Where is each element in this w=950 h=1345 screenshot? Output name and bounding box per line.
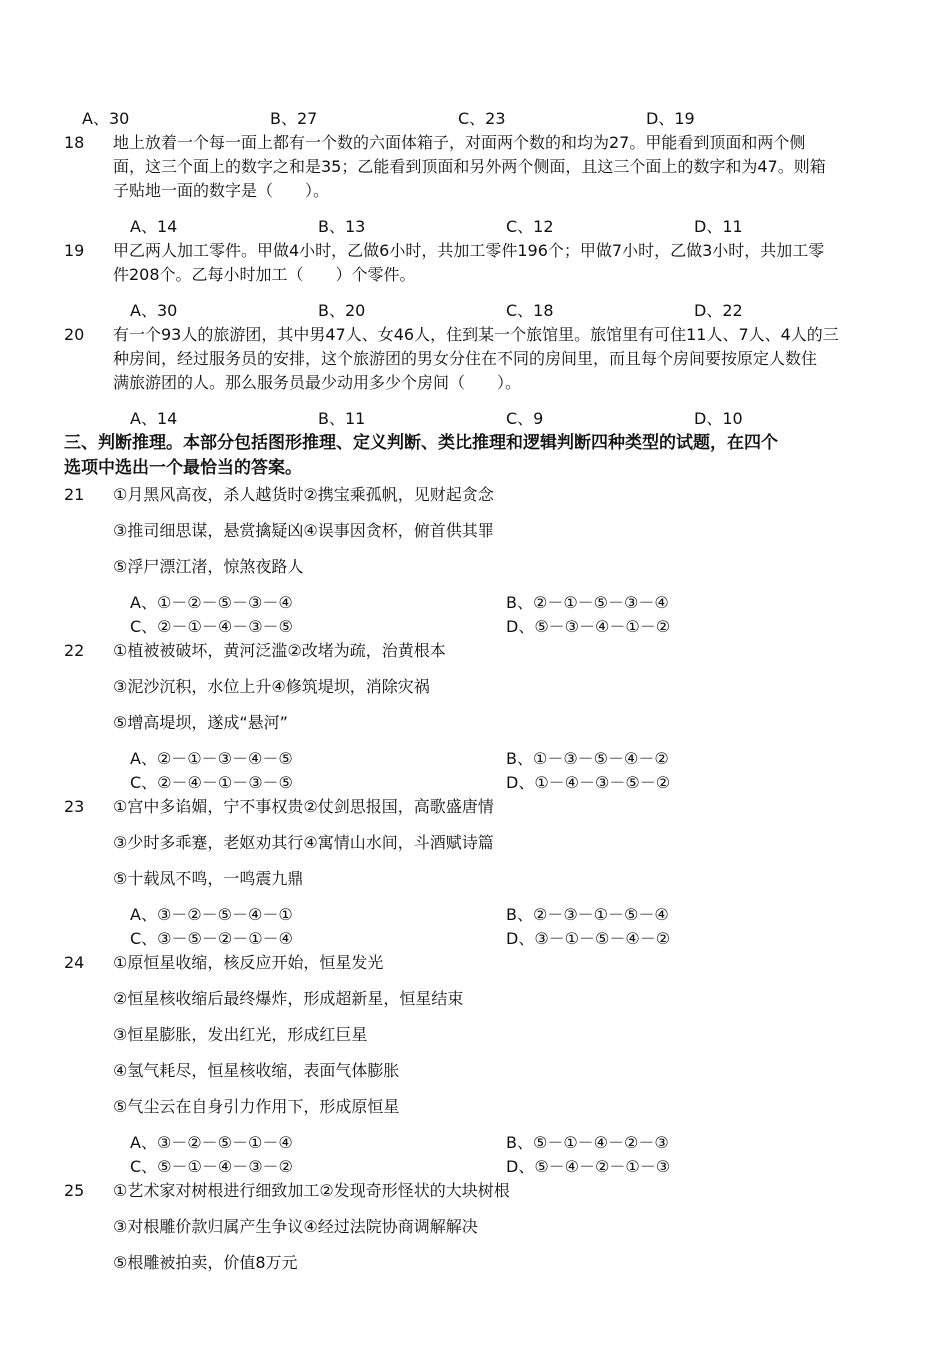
q21-option-d: D、⑤－③－④－①－② — [506, 617, 671, 636]
question-text: ⑤浮尸漂江渚，惊煞夜路人 — [113, 557, 304, 576]
q19-option-c: C、18 — [506, 301, 554, 320]
question-text: ①宫中多谄媚，宁不事权贵②仗剑思报国，高歌盛唐情 — [113, 797, 494, 816]
section-heading: 三、判断推理。本部分包括图形推理、定义判断、类比推理和逻辑判断四种类型的试题，在四个 — [64, 433, 778, 453]
question-text: ③对根雕价款归属产生争议④经过法院协商调解解决 — [113, 1217, 478, 1236]
question-text: ③少时多乖蹇，老妪劝其行④寓情山水间，斗酒赋诗篇 — [113, 833, 494, 852]
question-text: ①原恒星收缩，核反应开始，恒星发光 — [113, 953, 384, 972]
q23-option-c: C、③－⑤－②－①－④ — [130, 929, 293, 948]
question-number: 21 — [64, 485, 85, 504]
question-text: 满旅游团的人。那么服务员最少动用多少个房间（ ）。 — [113, 373, 522, 392]
q24-option-a: A、③－②－⑤－①－④ — [130, 1133, 293, 1152]
question-text: 子贴地一面的数字是（ ）。 — [113, 181, 330, 200]
question-text: ⑤十载凤不鸣，一鸣震九鼎 — [113, 869, 304, 888]
q19-option-d: D、22 — [694, 301, 743, 320]
question-number: 20 — [64, 325, 85, 344]
q20-option-b: B、11 — [318, 409, 366, 428]
question-number: 23 — [64, 797, 85, 816]
q20-option-a: A、14 — [130, 409, 178, 428]
q23-option-a: A、③－②－⑤－④－① — [130, 905, 293, 924]
q23-option-b: B、②－③－①－⑤－④ — [506, 905, 669, 924]
question-text: 件208个。乙每小时加工（ ）个零件。 — [113, 265, 416, 284]
question-text: ①植被被破坏，黄河泛滥②改堵为疏，治黄根本 — [113, 641, 446, 660]
q18-option-b: B、13 — [318, 217, 366, 236]
question-text: ⑤气尘云在自身引力作用下，形成原恒星 — [113, 1097, 400, 1116]
question-text: 面，这三个面上的数字之和是35；乙能看到顶面和另外两个侧面，且这三个面上的数字和为47。则箱 — [113, 157, 826, 176]
question-number: 24 — [64, 953, 85, 972]
q17-option-b: B、27 — [270, 109, 318, 128]
question-text: ④氢气耗尽，恒星核收缩，表面气体膨胀 — [113, 1061, 400, 1080]
q20-option-c: C、9 — [506, 409, 544, 428]
question-text: ①月黑风高夜，杀人越货时②携宝乘孤帆，见财起贪念 — [113, 485, 494, 504]
q22-option-d: D、①－④－③－⑤－② — [506, 773, 671, 792]
question-text: ③推司细思谋，悬赏擒疑凶④误事因贪杯，俯首供其罪 — [113, 521, 494, 540]
question-text: 甲乙两人加工零件。甲做4小时，乙做6小时，共加工零件196个；甲做7小时，乙做3小时，共加工零 — [113, 241, 825, 260]
q18-option-d: D、11 — [694, 217, 743, 236]
question-number: 22 — [64, 641, 85, 660]
q24-option-d: D、⑤－④－②－①－③ — [506, 1157, 671, 1176]
q20-option-d: D、10 — [694, 409, 743, 428]
question-number: 19 — [64, 241, 85, 260]
q18-option-a: A、14 — [130, 217, 178, 236]
question-text: 有一个93人的旅游团，其中男47人、女46人，住到某一个旅馆里。旅馆里有可住11人、7人、4人的三 — [113, 325, 839, 344]
question-text: 种房间，经过服务员的安排，这个旅游团的男女分住在不同的房间里，而且每个房间要按原定人数住 — [113, 349, 818, 368]
question-text: ②恒星核收缩后最终爆炸，形成超新星，恒星结束 — [113, 989, 464, 1008]
q21-option-c: C、②－①－④－③－⑤ — [130, 617, 293, 636]
q19-option-a: A、30 — [130, 301, 178, 320]
question-text: ③泥沙沉积，水位上升④修筑堤坝，消除灾祸 — [113, 677, 430, 696]
question-number: 25 — [64, 1181, 85, 1200]
q23-option-d: D、③－①－⑤－④－② — [506, 929, 671, 948]
q22-option-b: B、①－③－⑤－④－② — [506, 749, 669, 768]
q22-option-c: C、②－④－①－③－⑤ — [130, 773, 293, 792]
question-text: ③恒星膨胀，发出红光，形成红巨星 — [113, 1025, 368, 1044]
question-text: ⑤根雕被拍卖，价值8万元 — [113, 1253, 298, 1272]
q24-option-c: C、⑤－①－④－③－② — [130, 1157, 293, 1176]
question-text: ⑤增高堤坝，遂成“悬河” — [113, 713, 288, 732]
q19-option-b: B、20 — [318, 301, 366, 320]
question-number: 18 — [64, 133, 85, 152]
question-text: ①艺术家对树根进行细致加工②发现奇形怪状的大块树根 — [113, 1181, 510, 1200]
q18-option-c: C、12 — [506, 217, 554, 236]
q21-option-b: B、②－①－⑤－③－④ — [506, 593, 669, 612]
q24-option-b: B、⑤－①－④－②－③ — [506, 1133, 669, 1152]
section-heading: 选项中选出一个最恰当的答案。 — [64, 458, 302, 478]
question-text: 地上放着一个每一面上都有一个数的六面体箱子，对面两个数的和均为27。甲能看到顶面和两个侧 — [113, 133, 806, 152]
q17-option-d: D、19 — [646, 109, 695, 128]
q17-option-a: A、30 — [82, 109, 130, 128]
q21-option-a: A、①－②－⑤－③－④ — [130, 593, 293, 612]
q17-option-c: C、23 — [458, 109, 506, 128]
q22-option-a: A、②－①－③－④－⑤ — [130, 749, 293, 768]
